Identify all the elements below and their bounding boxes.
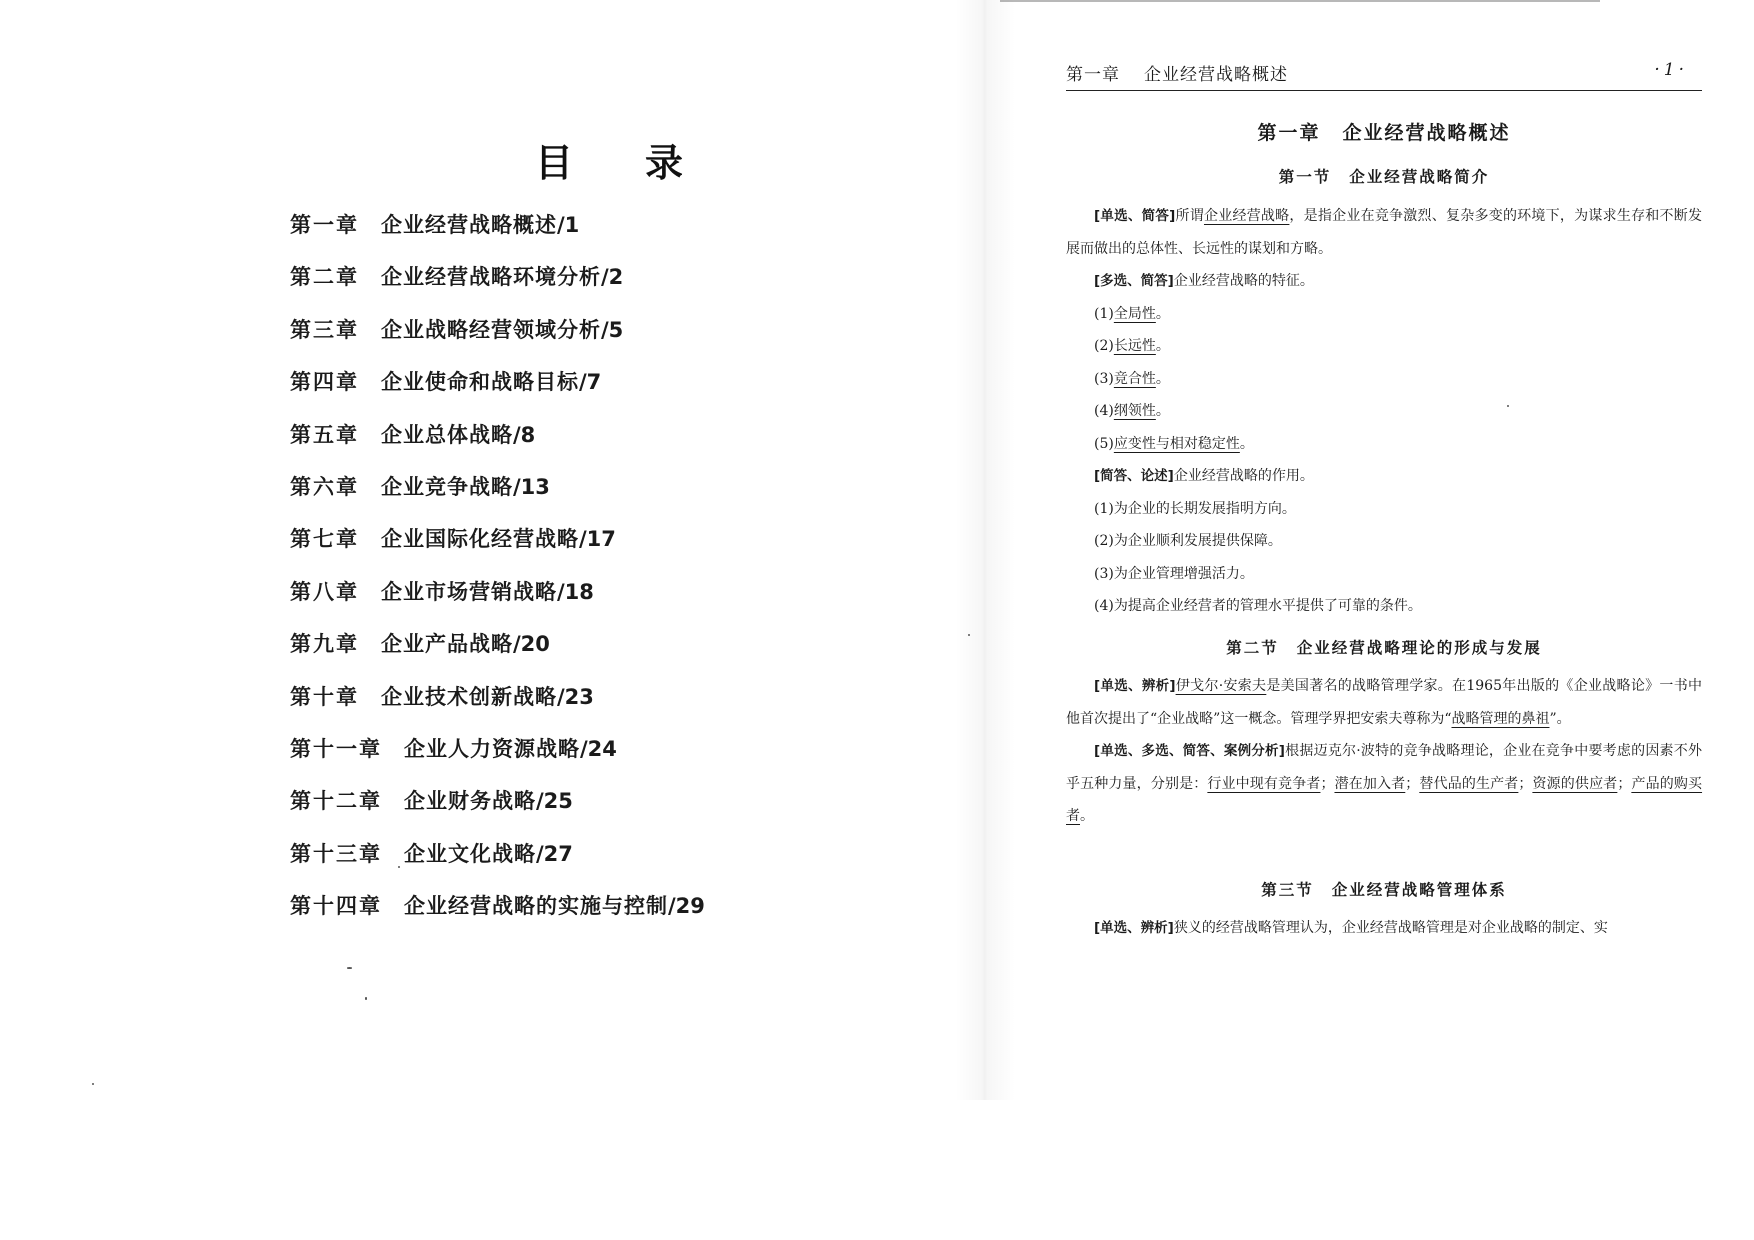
toc-chapter-number: 第六章 <box>290 474 359 499</box>
toc-chapter-number: 第十章 <box>290 684 359 709</box>
chapter-heading <box>1066 118 1702 145</box>
chapter-heading-number: 第一章 <box>1257 122 1321 144</box>
toc-page-number: /17 <box>579 527 616 552</box>
toc-chapter-title: 企业使命和战略目标 <box>381 370 579 395</box>
toc-entry[interactable] <box>290 208 850 260</box>
toc-page-number: /7 <box>579 370 602 395</box>
separator: ； <box>1617 775 1632 792</box>
text-run: 是美国著名的战略管理学家。在1965年出版的《企业战略论》一书中他首次提出了“企业战略”这一概念。管理学界把安索夫尊称为“ <box>1066 678 1702 727</box>
toc-page-number: /27 <box>536 841 573 866</box>
toc-chapter-title: 企业经营战略的实施与控制 <box>404 894 668 919</box>
toc-chapter-title: 企业经营战略环境分析 <box>381 265 601 290</box>
toc-chapter-number: 第十三章 <box>290 841 382 866</box>
section-2-number: 第二节 <box>1226 639 1279 657</box>
scan-speck <box>347 967 352 969</box>
role-item: (1)为企业的长期发展指明方向。 <box>1094 500 1296 517</box>
feature-item <box>1066 330 1702 363</box>
chapter-heading-title: 企业经营战略概述 <box>1342 122 1511 144</box>
paragraph-porter <box>1066 735 1702 833</box>
section-1-number: 第一节 <box>1278 168 1332 186</box>
toc-chapter-title: 企业技术创新战略 <box>381 684 557 709</box>
section-3-heading <box>1066 878 1702 900</box>
toc-chapter-title: 企业财务战略 <box>404 789 536 814</box>
key-term: 战略管理的鼻祖 <box>1451 710 1550 727</box>
scan-speck <box>365 997 367 1000</box>
toc-page-number: /18 <box>557 579 594 604</box>
toc-chapter-number: 第三章 <box>290 317 359 342</box>
item-number: (2) <box>1094 338 1114 354</box>
exam-tag: [简答、论述] <box>1094 468 1174 484</box>
feature-item <box>1066 363 1702 396</box>
paragraph-features-intro <box>1066 265 1702 298</box>
toc-chapter-title: 企业人力资源战略 <box>404 736 580 761</box>
role-item: (2)为企业顺利发展提供保障。 <box>1094 533 1282 549</box>
competitive-force: 行业中现有竞争者 <box>1207 775 1321 792</box>
toc-entry[interactable] <box>290 522 850 574</box>
paragraph-roles-intro <box>1066 460 1702 493</box>
separator: ； <box>1320 775 1335 792</box>
toc-chapter-title: 企业战略经营领域分析 <box>381 317 601 342</box>
chapter-page <box>1000 0 1754 1240</box>
toc-chapter-number: 第八章 <box>290 579 359 604</box>
toc-chapter-number: 第十四章 <box>290 894 382 919</box>
key-term: 纲领性 <box>1113 403 1156 419</box>
toc-page-number: /5 <box>601 317 624 342</box>
toc-title-char-1: 目 <box>535 140 576 185</box>
item-number: (3) <box>1094 370 1114 387</box>
role-item: (4)为提高企业经营者的管理水平提供了可靠的条件。 <box>1094 598 1422 614</box>
text-run: 。 <box>1155 338 1170 354</box>
running-head-title: 企业经营战略概述 <box>1144 65 1288 85</box>
features-list <box>1066 298 1702 461</box>
toc-page-number: /29 <box>668 894 705 919</box>
text-run: 。 <box>1239 435 1254 452</box>
toc-entry[interactable] <box>290 627 850 679</box>
text-run: 企业经营战略的特征。 <box>1173 273 1314 289</box>
text-run: ”。 <box>1549 710 1571 727</box>
feature-item <box>1066 395 1702 428</box>
text-run: 所谓 <box>1175 208 1204 224</box>
key-term: 应变性与相对稳定性 <box>1113 435 1240 452</box>
toc-chapter-number: 第五章 <box>290 422 359 447</box>
page-number: ·1· <box>1654 60 1688 80</box>
toc-entry[interactable] <box>290 470 850 522</box>
scan-speck <box>92 1083 94 1085</box>
toc-chapter-number: 第一章 <box>290 213 359 237</box>
toc-page-number: /23 <box>557 684 594 709</box>
toc-entry[interactable] <box>290 365 850 417</box>
toc-entry[interactable] <box>290 732 850 784</box>
toc-page-number: /24 <box>580 736 617 761</box>
toc-chapter-title: 企业市场营销战略 <box>381 579 557 604</box>
toc-title <box>535 132 685 187</box>
key-term: 全局性 <box>1113 305 1156 322</box>
separator: ； <box>1405 775 1420 792</box>
text-run: 根据迈克尔·波特的竞争战略理论，企业在竞争中要考虑的因素不外乎五种力量，分别是： <box>1066 743 1703 792</box>
paragraph-narrow-definition <box>1066 912 1702 945</box>
toc-page-number: /13 <box>513 474 550 499</box>
exam-tag: [多选、简答] <box>1094 273 1174 289</box>
text-run: 。 <box>1155 370 1170 387</box>
exam-tag: [单选、辨析] <box>1094 678 1176 694</box>
toc-title-char-2: 录 <box>645 140 686 185</box>
role-item: (3)为企业管理增强活力。 <box>1094 565 1254 582</box>
section-3-number: 第三节 <box>1261 881 1314 899</box>
toc-chapter-title: 企业国际化经营战略 <box>381 527 579 552</box>
toc-chapter-number: 第四章 <box>290 370 359 395</box>
roles-list <box>1066 493 1702 623</box>
exam-tag: [单选、辨析] <box>1094 920 1174 936</box>
exam-tag: [单选、简答] <box>1094 208 1176 224</box>
feature-item <box>1066 428 1702 461</box>
feature-item <box>1066 298 1702 331</box>
text-run: 。 <box>1155 305 1170 322</box>
toc-page-number: /1 <box>557 213 580 237</box>
item-number: (4) <box>1094 403 1114 419</box>
toc-page-number: /8 <box>513 422 536 447</box>
toc-page-number: /20 <box>513 632 550 657</box>
toc-chapter-number: 第七章 <box>290 527 359 552</box>
key-term: 竞合性 <box>1113 370 1156 387</box>
section-2-heading <box>1066 636 1702 658</box>
text-run: 狭义的经营战略管理认为，企业经营战略管理是对企业战略的制定、实 <box>1173 920 1608 936</box>
toc-chapter-number: 第二章 <box>290 265 359 290</box>
toc-entry[interactable] <box>290 313 850 365</box>
item-number: (5) <box>1094 435 1114 452</box>
toc-chapter-number: 第十一章 <box>290 736 382 761</box>
key-term: 长远性 <box>1113 338 1156 354</box>
section-3-title: 企业经营战略管理体系 <box>1331 881 1507 899</box>
key-term: 伊戈尔·安索夫 <box>1175 678 1267 694</box>
toc-entry[interactable] <box>290 784 850 836</box>
toc-entry[interactable] <box>290 680 850 732</box>
text-run: ，是指企业在竞争激烈、复杂多变的环境下，为谋求生存和不断发展而做出的总体性、长远性的谋划和方略。 <box>1066 208 1703 257</box>
text-run: 。 <box>1155 403 1170 419</box>
competitive-force: 潜在加入者 <box>1334 775 1406 792</box>
section-1-heading <box>1066 165 1702 187</box>
paragraph-definition <box>1066 200 1702 265</box>
competitive-force: 替代品的生产者 <box>1419 775 1519 792</box>
running-head <box>1066 58 1702 91</box>
toc-page-number: /25 <box>536 789 573 814</box>
section-1-title: 企业经营战略简介 <box>1349 168 1490 186</box>
toc-chapter-title: 企业产品战略 <box>381 632 513 657</box>
toc-entry[interactable] <box>290 260 850 312</box>
scan-speck <box>968 634 970 636</box>
toc-entry[interactable] <box>290 575 850 627</box>
toc-list <box>290 208 850 941</box>
toc-chapter-title: 企业总体战略 <box>381 422 513 447</box>
section-1-body <box>1066 200 1702 623</box>
section-2-title: 企业经营战略理论的形成与发展 <box>1296 639 1542 657</box>
toc-chapter-title: 企业文化战略 <box>404 841 536 866</box>
exam-tag: [单选、多选、简答、案例分析] <box>1094 743 1285 759</box>
scan-speck <box>1507 405 1509 407</box>
toc-page-number: /2 <box>601 265 624 290</box>
toc-entry[interactable] <box>290 418 850 470</box>
item-number: (1) <box>1094 305 1114 322</box>
running-head-chapter: 第一章 <box>1066 65 1120 85</box>
scan-speck <box>398 866 400 868</box>
separator: ； <box>1518 775 1533 792</box>
toc-chapter-number: 第九章 <box>290 632 359 657</box>
competitive-force: 资源的供应者 <box>1532 775 1618 792</box>
separator: 。 <box>1080 808 1094 824</box>
competitive-force: 产品的购买者 <box>1066 775 1703 824</box>
text-run: 企业经营战略的作用。 <box>1173 468 1314 484</box>
toc-chapter-number: 第十二章 <box>290 789 382 814</box>
toc-entry[interactable] <box>290 837 850 889</box>
toc-entry[interactable] <box>290 889 850 941</box>
toc-chapter-title: 企业经营战略概述 <box>381 213 557 237</box>
paragraph-ansoff <box>1066 670 1702 735</box>
key-term: 企业经营战略 <box>1203 208 1290 224</box>
toc-chapter-title: 企业竞争战略 <box>381 474 513 499</box>
section-3-body <box>1066 912 1702 945</box>
section-2-body <box>1066 670 1702 833</box>
